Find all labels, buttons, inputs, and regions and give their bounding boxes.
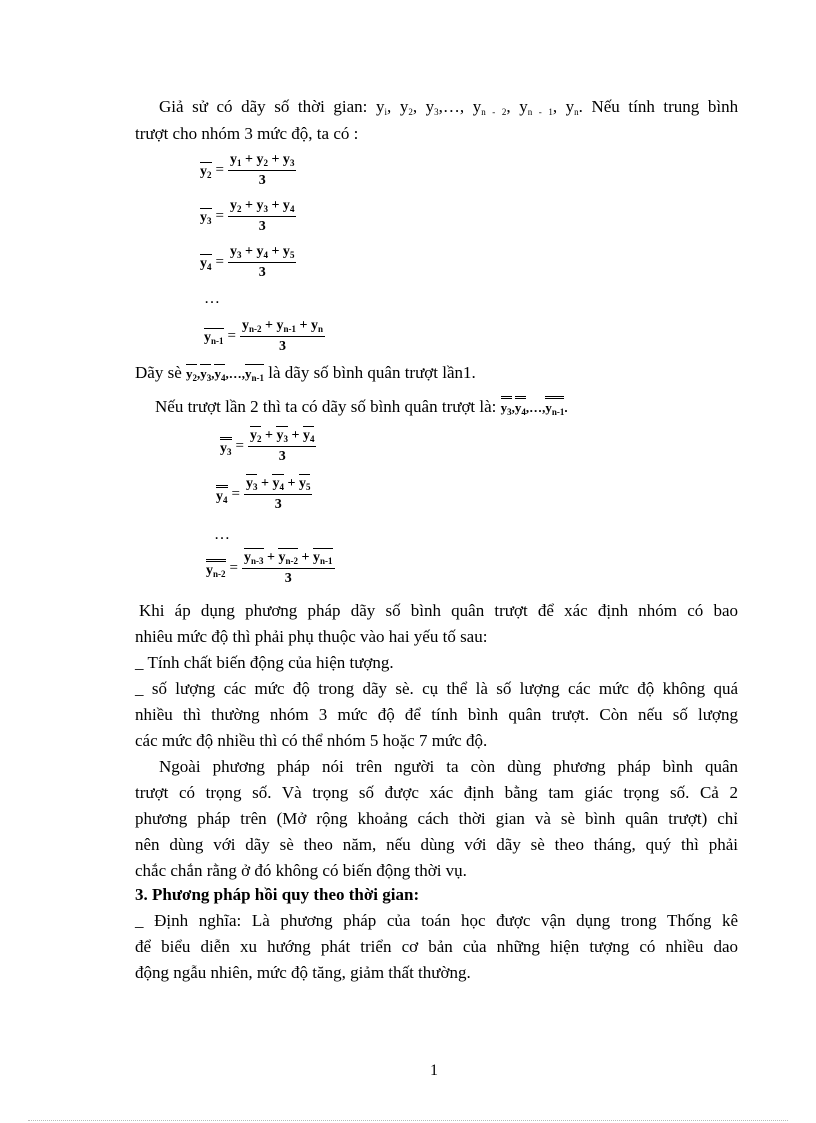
para4-line-3: _ Tính chất biến động của hiện tượng. <box>135 653 394 672</box>
para4-line-2: nhiêu mức độ thì phải phụ thuộc vào hai yếu tố sau: <box>135 627 488 646</box>
para4-line-4: _ số lượng các mức độ trong dãy sè. cụ thể là số lượng các mức độ không quá <box>135 679 738 698</box>
equation-double-y3: $y_3$ = $\frac{y_2 + y_3 + y_4}{3}$ <box>220 428 315 464</box>
para6-line-1: _ Định nghĩa: Là phương pháp của toán học được vận dụng trong Thống kê <box>135 911 738 930</box>
para5-line-1: Ngoài phương pháp nói trên người ta còn dùng phương pháp bình quân <box>159 757 738 776</box>
equation-y4: $y_4$ = $\frac{y_3 + y_4 + y_5}{3}$ <box>200 244 295 280</box>
para4-line-6: các mức độ nhiều thì có thể nhóm 5 hoặc 7 mức độ. <box>135 731 488 750</box>
section-heading-3: 3. Phương pháp hồi quy theo thời gian: <box>135 885 420 904</box>
para4-line-5: nhiều thì thường nhóm 3 mức độ để tính bình quân trượt. Còn nếu số lượng <box>135 705 738 724</box>
para5-line-2: trượt có trọng số. Và trọng số được xác định bằng tam giác trọng số. Cả 2 <box>135 783 738 802</box>
intro-line-2: trượt cho nhóm 3 mức độ, ta có : <box>135 124 359 143</box>
para6-line-2: để biểu diễn xu hướng phát triển cơ bản của những hiện tượng có nhiều dao <box>135 937 738 956</box>
page-number: 1 <box>430 1062 438 1079</box>
moving-average-line: Dãy sè $y_2,y_3,y_4,\dots,y_{n-1}$ là dãy số bình quân trượt lần1. <box>135 363 476 383</box>
para4-line-1: Khi áp dụng phương pháp dãy số bình quân trượt để xác định nhóm có bao <box>139 601 738 620</box>
para5-line-4: nên dùng với dãy sè theo năm, nếu dùng với dãy sè theo tháng, quý thì phải <box>135 835 738 854</box>
para5-line-3: phương pháp trên (Mở rộng khoảng cách thời gian và sè bình quân trượt) chỉ <box>135 809 738 828</box>
para6-line-3: động ngẫu nhiên, mức độ tăng, giảm thất thường. <box>135 963 471 982</box>
second-pass-line: Nếu trượt lần 2 thì ta có dãy số bình quân trượt là: $y_3,y_4,\dots,y_{n-1}$. <box>155 397 568 417</box>
page-divider <box>28 1120 788 1121</box>
equation-double-yn-2: $y_{n-2}$ = $\frac{y_{n-3} + y_{n-2} + y_{n-1}}{3}$ <box>206 550 333 586</box>
equation-y3: $y_3$ = $\frac{y_2 + y_3 + y_4}{3}$ <box>200 198 295 234</box>
equation-y2: $y_2$ = $\frac{y_1 + y_2 + y_3}{3}$ <box>200 152 295 188</box>
para5-line-5: chắc chắn rằng ở đó không có biến động thời vụ. <box>135 861 467 880</box>
intro-line-1: Giả sử có dãy số thời gian: $y_i$, $y_2$, $y_3,\dots$, $y_{n - 2}$, $y_{n - 1}$, $y_n$. Nếu tính trung bình <box>159 97 739 117</box>
ellipsis-2: … <box>214 526 230 543</box>
equation-double-y4: $y_4$ = $\frac{y_3 + y_4 + y_5}{3}$ <box>216 476 311 512</box>
ellipsis-1: … <box>204 290 220 307</box>
equation-yn-1: $y_{n-1}$ = $\frac{y_{n-2} + y_{n-1} + y_n}{3}$ <box>204 318 323 354</box>
